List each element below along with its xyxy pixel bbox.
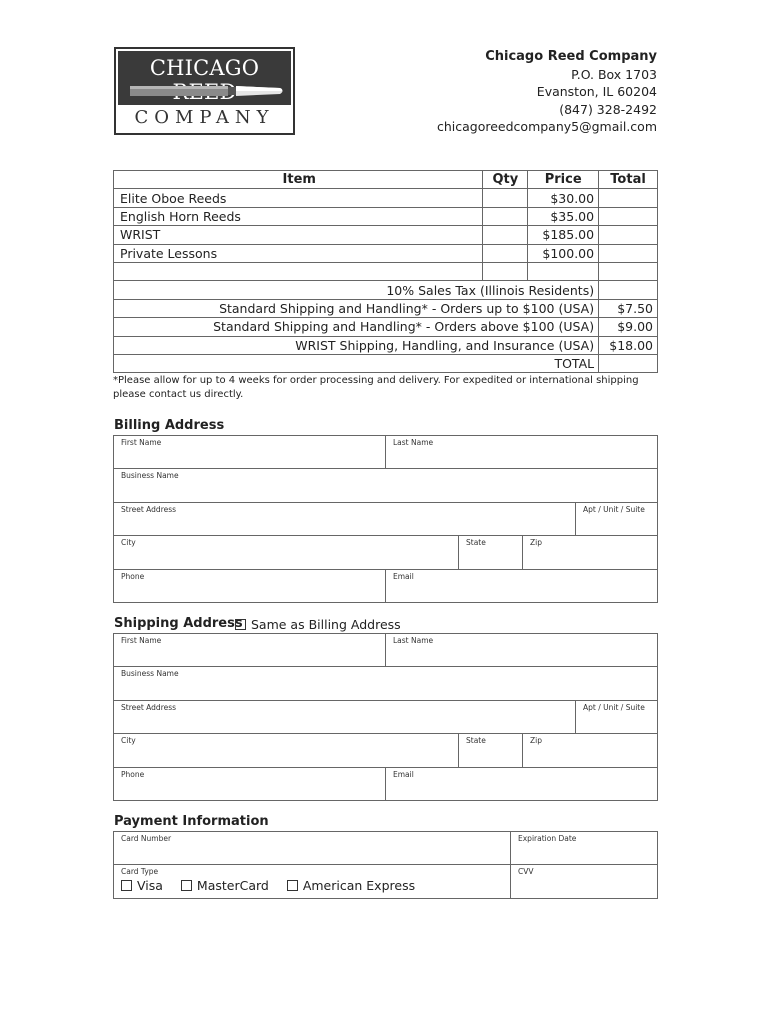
billing-business-name-field[interactable] (114, 469, 657, 501)
mastercard-label: MasterCard (196, 878, 269, 894)
billing-street-field[interactable] (114, 503, 576, 535)
field-label: Expiration Date (518, 834, 577, 843)
item-total-field[interactable] (599, 226, 658, 244)
field-label: Street Address (121, 504, 177, 514)
summary-value: $9.00 (599, 318, 658, 336)
item-name: Elite Oboe Reeds (114, 189, 483, 207)
logo-top-text: CHICAGO (149, 56, 260, 80)
billing-apt-field[interactable] (576, 503, 657, 535)
summary-label: Standard Shipping and Handling* - Orders above $100 (USA) (114, 318, 599, 336)
logo-panel (118, 51, 291, 131)
company-name: Chicago Reed Company (485, 49, 657, 64)
qty-field[interactable] (483, 207, 528, 225)
card-type-options (121, 878, 429, 893)
company-phone: (847) 328-2492 (559, 101, 657, 117)
company-info (437, 48, 657, 136)
visa-checkbox[interactable] (121, 878, 163, 893)
company-address-line2: Evanston, IL 60204 (536, 84, 657, 99)
field-label: Zip (530, 538, 542, 548)
card-number-field[interactable] (114, 832, 511, 864)
summary-label: Standard Shipping and Handling* - Orders up to $100 (USA) (114, 299, 599, 317)
field-label: Card Type (121, 867, 159, 877)
item-name: Private Lessons (114, 244, 483, 262)
summary-row (114, 299, 658, 317)
qty-field[interactable] (483, 262, 528, 280)
payment-title: Payment Information (114, 814, 269, 829)
item-name: English Horn Reeds (114, 207, 483, 225)
table-row (114, 262, 658, 280)
cvv-field[interactable] (511, 865, 657, 897)
form-row (114, 865, 657, 897)
item-name: WRIST (114, 226, 483, 244)
logo-bottom-text: COMPANY (118, 104, 291, 131)
field-label: Phone (121, 571, 145, 581)
form-row (114, 469, 657, 502)
summary-value-field[interactable] (599, 281, 658, 299)
total-field[interactable] (599, 354, 658, 372)
billing-title: Billing Address (114, 418, 225, 433)
item-total-field[interactable] (599, 262, 658, 280)
reed-icon (130, 83, 285, 99)
summary-row (114, 336, 658, 354)
billing-last-name-field[interactable] (386, 436, 657, 468)
checkbox-icon[interactable] (287, 880, 298, 891)
card-type-field (114, 865, 511, 897)
payment-form (113, 831, 658, 899)
qty-field[interactable] (483, 189, 528, 207)
summary-value: $7.50 (599, 299, 658, 317)
qty-field[interactable] (483, 226, 528, 244)
billing-zip-field[interactable] (523, 536, 657, 568)
item-price: $100.00 (528, 244, 599, 262)
field-label: Apt / Unit / Suite (583, 702, 645, 712)
field-label: Business Name (121, 669, 179, 679)
table-row (114, 207, 658, 225)
field-label: City (121, 538, 136, 548)
field-label: Card Number (121, 834, 172, 843)
field-label: State (466, 538, 486, 548)
form-row (114, 570, 657, 602)
billing-city-field[interactable] (114, 536, 459, 568)
field-label: CVV (518, 867, 534, 877)
shipping-business-name-field[interactable] (114, 667, 657, 699)
price-header: Price (528, 171, 599, 189)
qty-header: Qty (483, 171, 528, 189)
field-label: City (121, 736, 136, 746)
visa-label: Visa (137, 878, 163, 894)
table-row (114, 226, 658, 244)
form-row (114, 436, 657, 469)
billing-form (113, 435, 658, 603)
shipping-zip-field[interactable] (523, 734, 657, 766)
item-total-field[interactable] (599, 244, 658, 262)
summary-label: TOTAL (114, 354, 599, 372)
item-name-field[interactable] (114, 262, 483, 280)
summary-label: 10% Sales Tax (Illinois Residents) (114, 281, 599, 299)
form-row (114, 667, 657, 700)
billing-phone-field[interactable] (114, 570, 386, 602)
billing-first-name-field[interactable] (114, 436, 386, 468)
summary-row (114, 354, 658, 372)
company-logo (114, 47, 295, 135)
form-row (114, 832, 657, 865)
shipping-title: Shipping Address (114, 616, 243, 631)
table-row (114, 189, 658, 207)
item-total-field[interactable] (599, 189, 658, 207)
company-address-line1: P.O. Box 1703 (571, 66, 657, 82)
american-express-checkbox[interactable] (287, 878, 415, 893)
form-row (114, 701, 657, 734)
form-row (114, 536, 657, 569)
order-table (113, 170, 658, 373)
mastercard-checkbox[interactable] (181, 878, 269, 893)
field-label: Email (393, 769, 414, 779)
field-label: Zip (530, 736, 542, 746)
same-as-billing-label: Same as Billing Address (251, 617, 401, 632)
field-label: Business Name (121, 471, 179, 481)
field-label: First Name (121, 438, 162, 447)
expiration-date-field[interactable] (511, 832, 657, 864)
field-label: Email (393, 571, 414, 581)
form-row (114, 734, 657, 767)
checkbox-icon[interactable] (181, 880, 192, 891)
item-total-field[interactable] (599, 207, 658, 225)
item-price-field[interactable] (528, 262, 599, 280)
shipping-last-name-field[interactable] (386, 634, 657, 666)
shipping-street-field[interactable] (114, 701, 576, 733)
company-email: chicagoreedcompany5@gmail.com (436, 119, 657, 134)
table-row (114, 244, 658, 262)
shipping-apt-field[interactable] (576, 701, 657, 733)
form-row (114, 768, 657, 800)
shipping-state-field[interactable] (459, 734, 523, 766)
item-header: Item (114, 171, 483, 189)
summary-row (114, 281, 658, 299)
form-row (114, 503, 657, 536)
field-label: Apt / Unit / Suite (583, 504, 645, 514)
summary-value: $18.00 (599, 336, 658, 354)
checkbox-icon[interactable] (235, 619, 246, 630)
billing-email-field[interactable] (386, 570, 657, 602)
american-express-label: American Express (302, 878, 416, 894)
qty-field[interactable] (483, 244, 528, 262)
shipping-footnote: *Please allow for up to 4 weeks for order processing and delivery. For expedited or international shipping please contact us directly. (113, 375, 639, 400)
shipping-email-field[interactable] (386, 768, 657, 800)
checkbox-icon[interactable] (121, 880, 132, 891)
summary-label: WRIST Shipping, Handling, and Insurance (USA) (114, 336, 599, 354)
field-label: First Name (121, 636, 162, 645)
item-price: $35.00 (528, 207, 599, 225)
shipping-form (113, 633, 658, 801)
shipping-phone-field[interactable] (114, 768, 386, 800)
shipping-first-name-field[interactable] (114, 634, 386, 666)
field-label: Last Name (393, 438, 434, 447)
field-label: Street Address (121, 702, 177, 712)
form-row (114, 634, 657, 667)
same-as-billing-checkbox[interactable] (235, 617, 401, 632)
field-label: Phone (121, 769, 145, 779)
field-label: Last Name (393, 636, 434, 645)
total-header: Total (599, 171, 658, 189)
summary-row (114, 318, 658, 336)
order-header-row (114, 171, 658, 189)
item-price: $30.00 (528, 189, 599, 207)
item-price: $185.00 (528, 226, 599, 244)
billing-state-field[interactable] (459, 536, 523, 568)
field-label: State (466, 736, 486, 746)
shipping-city-field[interactable] (114, 734, 459, 766)
